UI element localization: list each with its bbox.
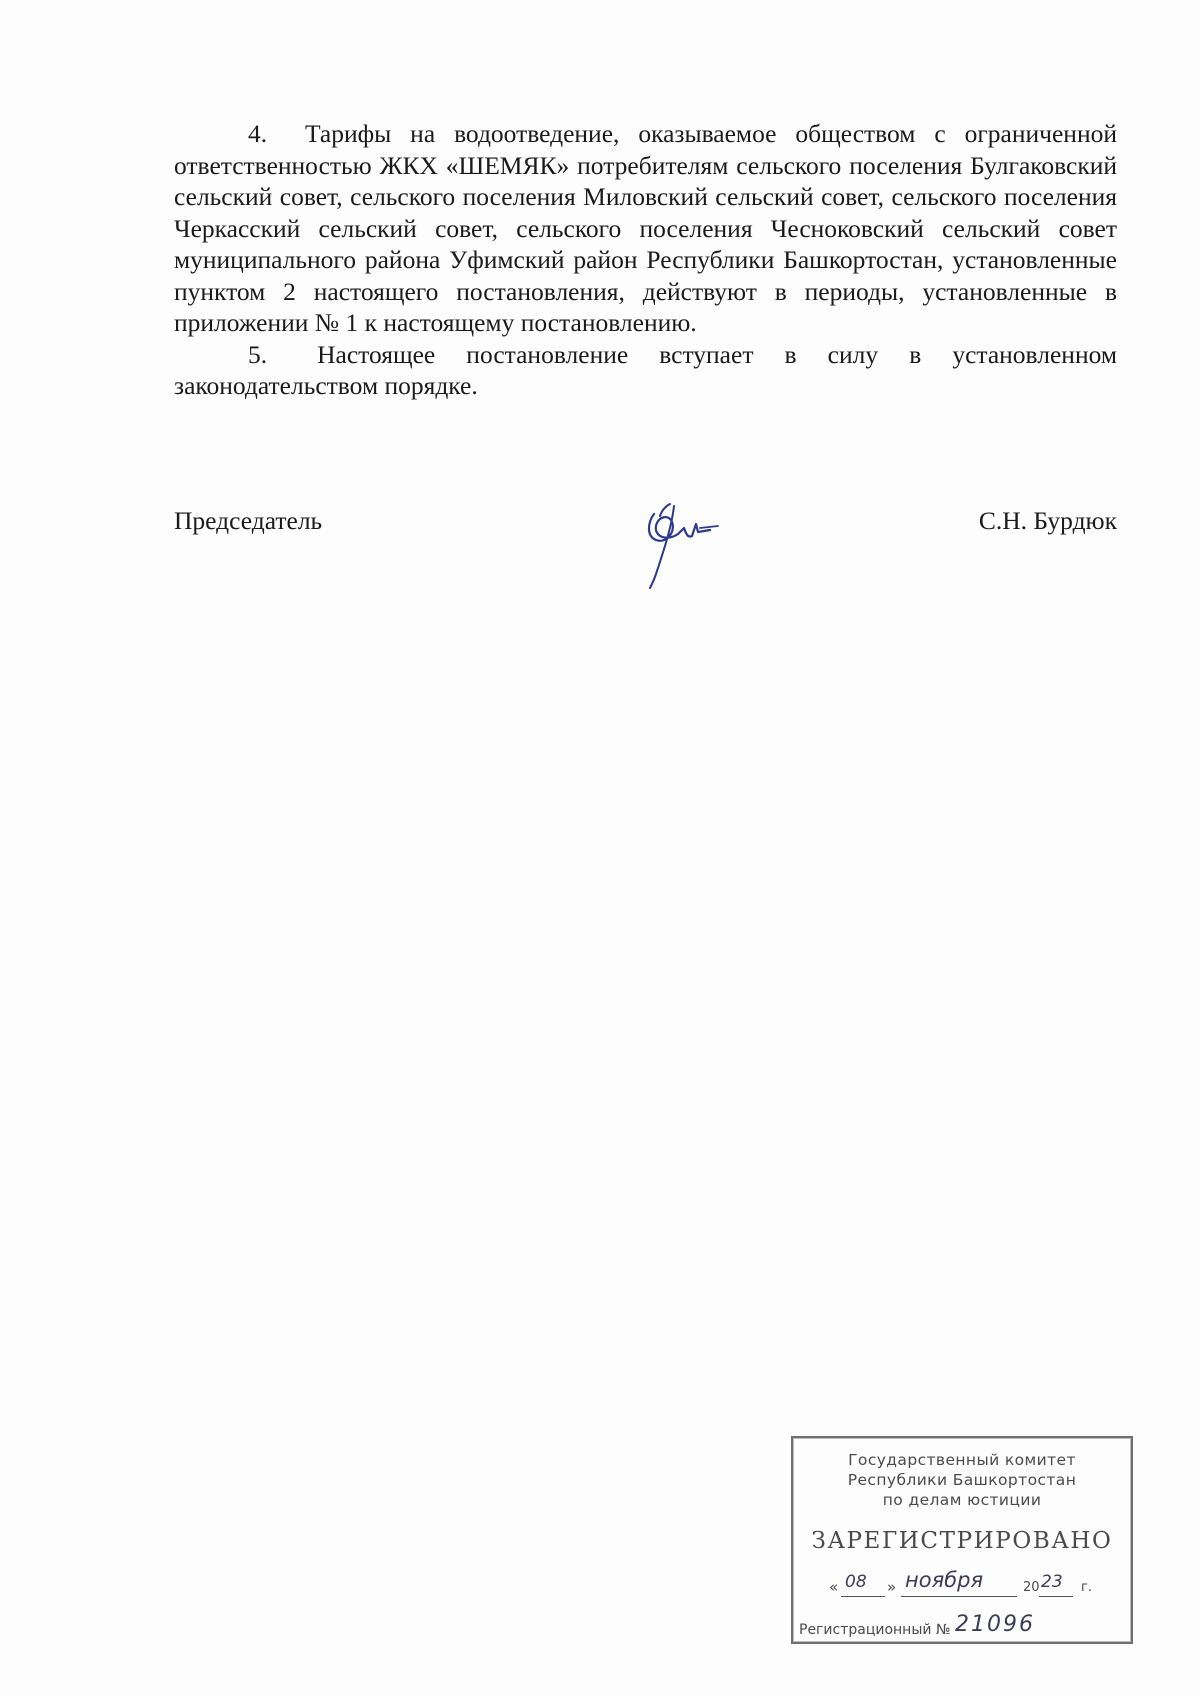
paragraph-5 [174,339,1117,402]
paragraph-text: Настоящее постановление вступает в силу в установленном законодательством порядке. [174,339,1117,400]
stamp-registration-number [799,1612,1125,1642]
stamp-date [829,1568,1109,1604]
handwritten-signature [626,484,726,594]
paragraph-4 [174,118,1117,339]
stamp-open-quote: « [829,1578,839,1596]
stamp-org-line: по делам юстиции [882,1491,1042,1509]
paragraph-text: Тарифы на водоотведение, оказываемое обществом с ограниченной ответственностью ЖКХ «ШЕМЯК» потребителям сельского поселения Булгаковский сельский совет, сельского поселения Миловский сельский совет, сельского поселения Черкасский сельский совет, сельского поселения Чесноковский сельский совет муниципального района Уфимский район Республики Башкортостан, установленные пунктом 2 настоящего постановления, действуют в периоды, установленные в приложении № 1 к настоящему постановлению. [174,119,1117,337]
paragraph-number: 4. [248,119,268,148]
stamp-close-quote: » [887,1578,897,1596]
stamp-reg-number: 21096 [955,1612,1035,1637]
registration-stamp [791,1436,1133,1644]
stamp-month-line [901,1596,1017,1597]
stamp-month: ноября [905,1568,984,1592]
stamp-reg-label: Регистрационный № [799,1622,951,1638]
paragraph-number: 5. [248,339,268,369]
stamp-year-prefix: 20 [1023,1580,1040,1595]
stamp-year-unit: г. [1081,1580,1092,1595]
signer-role: Председатель [174,506,323,535]
stamp-org-line: Государственный комитет [848,1451,1076,1469]
stamp-year-suffix: 23 [1041,1572,1063,1592]
stamp-organization [793,1450,1131,1510]
stamp-year-line [1039,1596,1073,1597]
stamp-day-line [841,1596,885,1597]
signer-name: С.Н. Бурдюк [978,506,1117,535]
stamp-day: 08 [845,1572,867,1592]
document-body [174,118,1117,402]
signature-row [174,500,1117,580]
stamp-org-line: Республики Башкортостан [847,1471,1077,1489]
stamp-status: ЗАРЕГИСТРИРОВАНО [811,1528,1113,1554]
